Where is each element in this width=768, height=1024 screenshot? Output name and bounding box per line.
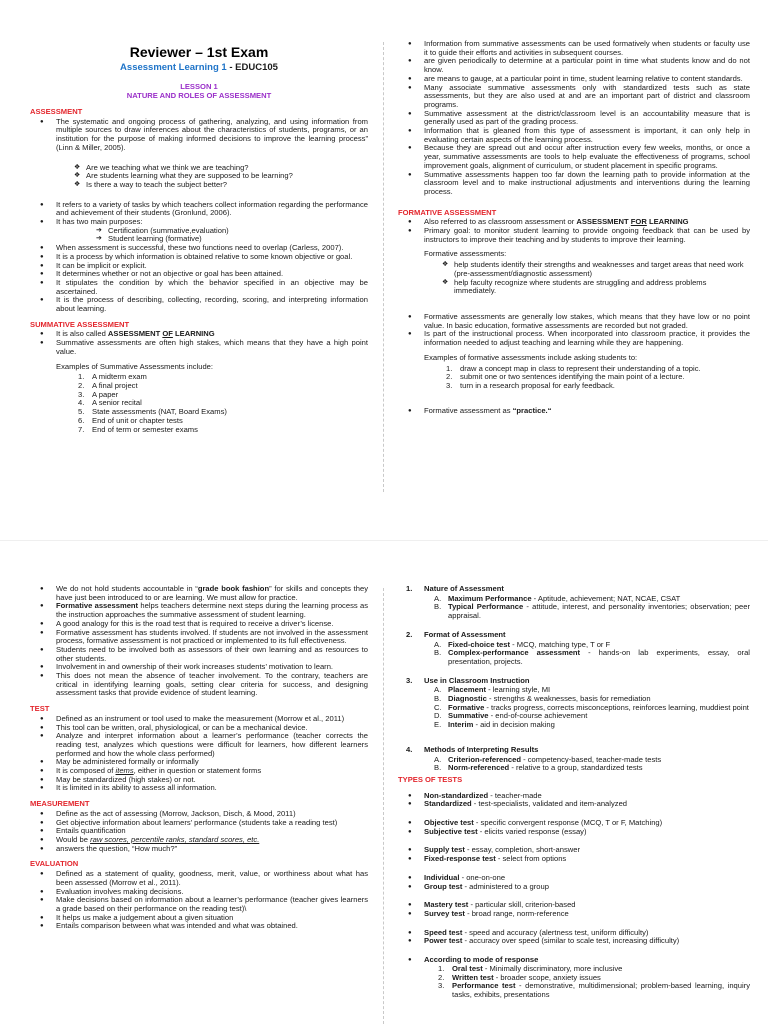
list-item: ● Is part of the instructional process. When incorporated into classroom practice, it provides the information needed to adjust teaching and learning while they are happening. [408,330,750,347]
list-item: ● When assessment is successful, these two functions need to overlap (Carless, 2007). [40,244,368,253]
list-item: ● Individual - one-on-one [408,874,750,883]
list-item: E. Interim - aid in decision making [434,720,555,730]
list-item: ❖ Are students learning what they are supposed to be learning? [74,172,368,181]
list-item: ● We do not hold students accountable in “grade book fashion” for skills and concepts they have just been introduced to or are learning. We must allow for practice. [40,585,368,602]
list-item: B. Norm-referenced - relative to a group, standardized tests [434,763,643,773]
list-item: ● The systematic and ongoing process of gathering, analyzing, and using information from multiple sources to draw inferences about the characteristics of students, programs, or an institution for the purpose of making informed decisions to improve the learning process” (Linn & Miller, 2005). [40,118,368,153]
section-heading-summative: SUMMATIVE ASSESSMENT [30,319,130,329]
list-item: ● It helps us make a judgement about a given situation [40,914,368,923]
course-name: Assessment Learning 1 [120,62,227,73]
assessment-questions [74,164,368,190]
list-item: ● May be standardized (high stakes) or not. [40,776,368,785]
list-item: ● Because they are spread out and occur after instruction every few weeks, months, or once a year, summative assessments are tools to help evaluate the effectiveness of programs, school improvement goals, alignment of curriculum, or student placement in specific programs. [408,144,750,170]
formative-list [398,218,750,244]
list-item: ● are means to gauge, at a particular point in time, student learning relative to content standards. [408,75,750,84]
list-item: ● Define as the act of assessing (Morrow, Jackson, Disch, & Mood, 2011) [40,810,368,819]
assessment-list [30,118,368,153]
list-item: ● Information that is gleaned from this type of assessment is important, it can only help in evaluating certain aspects of the learning process. [408,127,750,144]
list-item: ❖ Are we teaching what we think we are teaching? [74,164,368,173]
summative-continued-list [398,40,750,197]
list-item: ● A good analogy for this is the road test that is required to receive a driver’s license. [40,620,368,629]
types-of-tests-list [398,819,750,836]
list-item: A. Maximum Performance - Aptitude, achievement; NAT, NCAE, CSAT [434,593,681,603]
mode-of-response-list [398,956,750,1000]
list-item: B. Typical Performance - attitude, interest, and personality inventories; observation; peer appraisal. [434,602,750,621]
list-item: 1. A midterm exam [78,372,147,382]
list-item: ❖ Is there a way to teach the subject better? [74,181,368,190]
list-item: 3. turn in a research proposal for early feedback. [446,380,615,390]
list-item: 1. Oral test - Minimally discriminatory, more inclusive [438,963,623,973]
types-of-tests-list [398,846,750,863]
types-of-tests-list [398,874,750,891]
summative-examples-list [78,373,368,434]
list-item: ● Formative assessment helps teachers determine next steps during the learning process as the instruction approaches the summative assessment of student learning. [40,602,368,619]
list-item: ● It is also called ASSESSMENT OF LEARNING [40,330,368,339]
list-item: ● Speed test - speed and accuracy (alertness test, uniform difficulty) [408,929,750,938]
list-item: ● Would be raw scores, percentile ranks, standard scores, etc. [40,836,368,845]
group-title: 1. Nature of Assessment [406,585,504,593]
list-item: ● This does not mean the absence of teacher involvement. To the contrary, teachers are critical in identifying learning goals, setting clear criteria for success, and designing assessment tasks that provide evidence of student learning. [40,672,368,698]
list-item: ● Primary goal: to monitor student learning to provide ongoing feedback that can be used by instructors to improve their teaching and by students to improve their learning. [408,227,750,244]
list-item: 7. End of term or semester exams [78,424,198,434]
list-item: ● It has two main purposes: ➔ Certification (summative,evaluation) ➔ Student learning (formative) [40,218,368,244]
course-code: EDUC105 [235,62,278,73]
list-item: ● Group test - administered to a group [408,883,750,892]
list-item: ● Summative assessments are often high stakes, which means that they have a high point value. [40,339,368,356]
list-item: C. Formative - tracks progress, corrects misconceptions, reinforces learning, muddiest point [434,702,749,712]
formative-practice-list [398,407,750,416]
list-item: ● Many associate summative assessments only with standardized tests such as state assessments, but they are also used at and are an important part of district and classroom programs. [408,84,750,110]
classification-group [398,677,750,730]
page1-left-column [30,40,368,495]
list-item: ● are given periodically to determine at a particular point in time what students know and do not know. [408,57,750,74]
document-subtitle: Assessment Learning 1 - EDUC105 [120,62,278,73]
list-item: ➔ Certification (summative,evaluation) [96,227,368,236]
mode-of-response-items [438,965,750,1000]
list-item: ● Formative assessment as “practice.“ [408,407,750,416]
list-item: 3. A paper [78,389,119,399]
list-item: ● Summative assessments happen too far down the learning path to provide information at the classroom level and to make instructional adjustments and interventions during the learning process. [408,171,750,197]
types-of-tests-list [398,792,750,809]
group-title: 3. Use in Classroom Instruction [406,675,530,685]
list-item: ● This tool can be written, oral, physiological, or can be a mechanical device. [40,724,368,733]
list-item: 6. End of unit or chapter tests [78,415,183,425]
list-item: ● Supply test - essay, completion, short-answer [408,846,750,855]
formative-examples-list [446,365,750,391]
section-heading-formative: FORMATIVE ASSESSMENT [398,207,497,217]
page-divider [0,540,768,541]
formative-details-list [398,313,750,348]
evaluation-list [30,870,368,931]
list-item: ● Survey test - broad range, norm-reference [408,910,750,919]
list-item: 4. A senior recital [78,398,142,408]
classification-group [398,631,750,667]
list-item: ● It is limited in its ability to assess all information. [40,784,368,793]
list-item: ● Information from summative assessments can be used formatively when students or faculty use it to guide their efforts and activities in subsequent courses. [408,40,750,57]
list-item: ● Fixed-response test - select from options [408,855,750,864]
list-item: ● Subjective test - elicits varied response (essay) [408,828,750,837]
list-item: ● It determines whether or not an objective or goal has been attained. [40,270,368,279]
group-items [434,756,750,773]
list-item: ● According to mode of response 1. Oral test - Minimally discriminatory, more inclusive 2. Written test - broader scope, anxiety issues 3. Performance test - demonstrative, multidimensional; problem-based learning, inquiry tasks, exhibits, presentations [408,956,750,1000]
list-item: ● Entails comparison between what was intended and what was obtained. [40,922,368,931]
list-item: 2. Written test - broader scope, anxiety issues [438,972,601,982]
list-item: A. Placement - learning style, MI [434,685,551,695]
list-item: ● Non-standardized - teacher-made [408,792,750,801]
group-items [434,641,750,667]
section-heading-test: TEST [30,704,50,714]
assessment-details-list [30,201,368,314]
page1-right-column [398,40,750,495]
formative-continued-list [30,585,368,698]
list-item: ● Objective test - specific convergent response (MCQ, T or F, Matching) [408,819,750,828]
list-item: A. Fixed-choice test - MCQ, matching type, T or F [434,639,611,649]
column-divider-bottom [383,588,384,1024]
list-item: D. Summative - end-of-course achievement [434,711,588,721]
list-item: ● Defined as a statement of quality, goodness, merit, value, or worthiness about what has been assessed (Morrow et al., 2011). [40,870,368,887]
list-item: ● It is composed of items, either in question or statement forms [40,767,368,776]
list-item: ● Involvement in and ownership of their work increases students’ motivation to learn. [40,663,368,672]
section-heading-assessment: ASSESSMENT [30,107,83,116]
list-item: ● Formative assessments are generally low stakes, which means that they have low or no point value. In basic education, formative assessments are recorded but not graded. [408,313,750,330]
group-title: 4. Methods of Interpreting Results [406,744,539,754]
list-item: ❖ help students identify their strengths and weaknesses and target areas that need work (pre-assessment/diagnostic assessment) [442,261,750,278]
types-of-tests-list [398,929,750,946]
formative-examples-intro: Examples of formative assessments include asking students to: [424,352,638,362]
list-item: ● May be administered formally or informally [40,758,368,767]
list-item: ● It stipulates the condition by which the behavior specified in an objective may be ascertained. [40,279,368,296]
list-item: ❖ help faculty recognize where students are struggling and address problems immediately. [442,279,750,296]
list-item: ➔ Student learning (formative) [96,235,368,244]
page2-right-column [398,585,750,1024]
list-item: 2. submit one or two sentences identifying the main point of a lecture. [446,372,685,382]
section-heading-evaluation: EVALUATION [30,859,79,869]
list-item: ● It can be implicit or explicit. [40,262,368,271]
group-items [434,595,750,621]
list-item: ● Analyze and interpret information about a learner’s performance (teacher corrects the reading test, analyzes which questions were difficult for learners, how different learners performed and how the whole class performed) [40,732,368,758]
column-divider-top [383,42,384,492]
list-item: ● Power test - accuracy over speed (similar to scale test, increasing difficulty) [408,937,750,946]
document-title: Reviewer – 1st Exam [129,44,269,60]
list-item: ● Mastery test - particular skill, criterion-based [408,901,750,910]
list-item: 2. A final project [78,380,138,390]
purposes-list [96,227,368,244]
group-items [434,686,750,730]
classification-group [398,585,750,621]
list-item: A. Criterion-referenced - competency-based, teacher-made tests [434,754,662,764]
list-item: ● Also referred to as classroom assessment or ASSESSMENT FOR LEARNING [408,218,750,227]
group-title: 2. Format of Assessment [406,629,506,639]
formative-assessments-intro: Formative assessments: [424,249,507,259]
list-item: ● Entails quantification [40,827,368,836]
list-item: ● Defined as an instrument or tool used to make the measurement (Morrow et al., 2011) [40,715,368,724]
list-item: B. Complex-performance assessment - hands-on lab experiments, essay, oral presentation, projects. [434,648,750,666]
list-item: ● Standardized - test-specialists, validated and item-analyzed [408,800,750,809]
list-item: ● It refers to a variety of tasks by which teachers collect information regarding the performance and achievement of their students (Gronlund, 2006). [40,201,368,218]
list-item: 3. Performance test - demonstrative, multidimensional; problem-based learning, inquiry tasks, exhibits, presentations [438,981,750,999]
types-of-tests-list [398,901,750,918]
page2-left-column [30,585,368,1024]
measurement-list [30,810,368,854]
summative-examples-intro: Examples of Summative Assessments include: [56,361,214,371]
summative-list [30,330,368,356]
list-item: ● It is the process of describing, collecting, recording, scoring, and interpreting information about learning. [40,296,368,313]
formative-assessments-list [442,261,750,296]
list-item: B. Diagnostic - strengths & weaknesses, basis for remediation [434,694,651,704]
list-item: ● answers the question, “How much?” [40,845,368,854]
test-list [30,715,368,793]
list-item: ● Formative assessment has students involved. If students are not involved in the assessment process, formative assessment is not practiced or implemented to its full effectiveness. [40,629,368,646]
list-item: ● Students need to be involved both as assessors of their own learning and as resources to other students. [40,646,368,663]
lesson-number: LESSON 1 [180,82,218,91]
section-heading-types-of-tests: TYPES OF TESTS [398,774,463,784]
list-item: ● Evaluation involves making decisions. [40,888,368,897]
list-item: ● It is a process by which information is obtained relative to some known objective or goal. [40,253,368,262]
list-item: ● Make decisions based on information about a learner’s performance (teacher gives learners a grade based on their performance on the reading test)\ [40,896,368,913]
list-item: ● Summative assessment at the district/classroom level is an accountability measure that is generally used as part of the grading process. [408,110,750,127]
list-item: ● Get objective information about learners’ performance (students take a reading test) [40,819,368,828]
section-heading-measurement: MEASUREMENT [30,799,90,809]
classification-group [398,746,750,773]
lesson-title: NATURE AND ROLES OF ASSESSMENT [126,91,272,100]
list-item: 1. draw a concept map in class to represent their understanding of a topic. [446,363,701,373]
classification-groups [398,585,750,773]
list-item: 5. State assessments (NAT, Board Exams) [78,407,227,417]
